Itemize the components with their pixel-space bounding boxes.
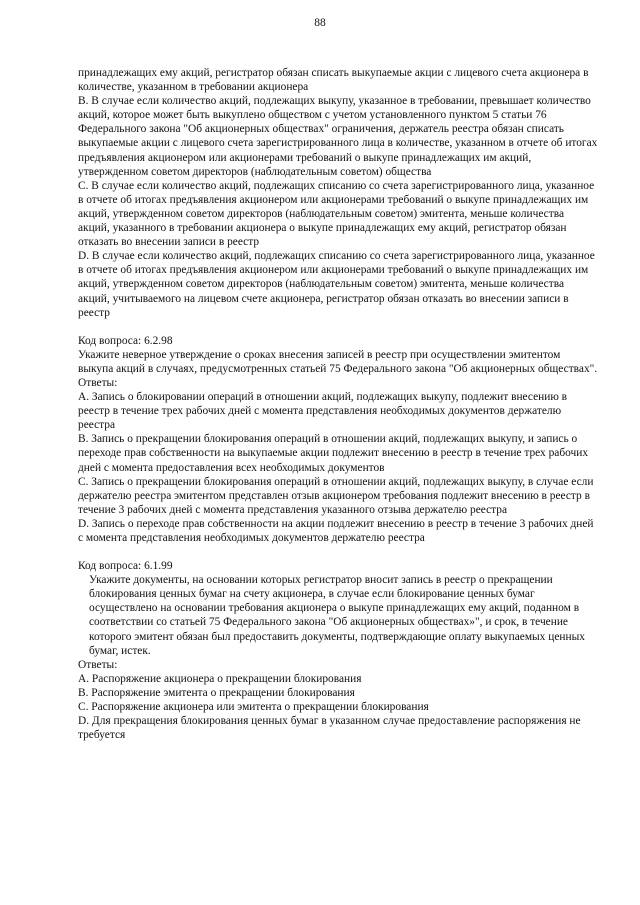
page-body — [78, 66, 598, 742]
answer-option-b: B. Распоряжение эмитента о прекращении блокирования — [78, 686, 355, 699]
answer-option-a: A. Распоряжение акционера о прекращении блокирования — [78, 672, 362, 685]
answer-option-c: C. Запись о прекращении блокирования операций в отношении акций, подлежащих выкупу, в случае если держателю реестра эмитентом представлен отзыв акционером требования подлежит внесению в реестр в течение 3 рабочих дней с момента представления указанного отзыва держателю реестра — [78, 475, 594, 516]
section-gap — [78, 320, 598, 334]
prev-answer-b: B. В случае если количество акций, подлежащих выкупу, указанное в требовании, превышает количество акций, которое может быть выкуплено обществом с учетом установленного пунктом 5 статьи 76 Федерального закона "Об акционерных обществах" ограничения, держатель реестра обязан списать выкупаемые акции с лицевого счета зарегистрированного лица в количестве, указанном в отчете об итогах предъявления акционером или акционерами требований о выкупе принадлежащих им акций, утвержденном советом директоров (наблюдательным советом) общества — [78, 95, 598, 178]
page-number: 88 — [314, 17, 326, 29]
answer-option-b: B. Запись о прекращении блокирования операций в отношении акций, подлежащих выкупу, и запись о переходе прав собственности на выкупаемые акции подлежит внесению в реестр в течение трех рабочих дней с момента предоставления всех необходимых документов — [78, 433, 589, 474]
answer-option-d: D. Запись о переходе прав собственности на акции подлежит внесению в реестр в течение 3 рабочих дней с момента представления необходимых документов держателю реестра — [78, 517, 594, 544]
section-gap — [78, 545, 598, 559]
question-code: Код вопроса: 6.2.98 — [78, 334, 173, 347]
question-text: Укажите неверное утверждение о сроках внесения записей в реестр при осуществлении эмитентом выкупа акций в случаях, предусмотренных статьей 75 Федерального закона "Об акционерных обществах". — [78, 348, 598, 375]
prev-answer-d: D. В случае если количество акций, подлежащих списанию со счета зарегистрированного лица, указанное в отчете об итогах предъявления акционером или акционерами требований о выкупе принадлежащих им акций, утвержденном советом директоров (наблюдательным советом) эмитента, меньше количества акций, учитываемого на лицевом счете акционера, регистратор обязан отказать во внесении записи в реестр — [78, 250, 595, 319]
answers-label: Ответы: — [78, 376, 118, 389]
answer-option-d: D. Для прекращения блокирования ценных бумаг в указанном случае предоставление распоряжения не требуется — [78, 715, 581, 742]
answer-option-c: C. Распоряжение акционера или эмитента о прекращении блокирования — [78, 701, 429, 714]
intro-continuation: принадлежащих ему акций, регистратор обязан списать выкупаемые акции с лицевого счета акционера в количестве, указанном в требовании акционера — [78, 67, 589, 94]
answers-label: Ответы: — [78, 658, 118, 671]
prev-answer-c: C. В случае если количество акций, подлежащих списанию со счета зарегистрированного лица, указанное в отчете об итогах предъявления акционером или акционерами требований о выкупе принадлежащих им акций, утвержденном советом директоров (наблюдательным советом) эмитента, меньше количества акций, указанного в требовании акционера о выкупе принадлежащих ему акций, регистратор обязан отказать во внесении записи в реестр — [78, 179, 595, 249]
question-text: Укажите документы, на основании которых регистратор вносит запись в реестр о прекращении блокирования ценных бумаг на счету акционера, в случае если блокирование ценных бумаг осуществлено на основании требования акционера о выкупе принадлежащих ему акций, поданном в соответствии со статьей 75 Федерального закона "Об акционерных обществах»", и срок, в течение которого эмитент обязан был предоставить документы, подтверждающие оплату выкупаемых ценных бумаг, истек. — [89, 574, 585, 657]
question-code: Код вопроса: 6.1.99 — [78, 560, 173, 573]
answer-option-a: A. Запись о блокировании операций в отношении акций, подлежащих выкупу, подлежит внесению в реестр в течение трех рабочих дней с момента представления необходимых документов держателю реестра — [78, 391, 568, 432]
